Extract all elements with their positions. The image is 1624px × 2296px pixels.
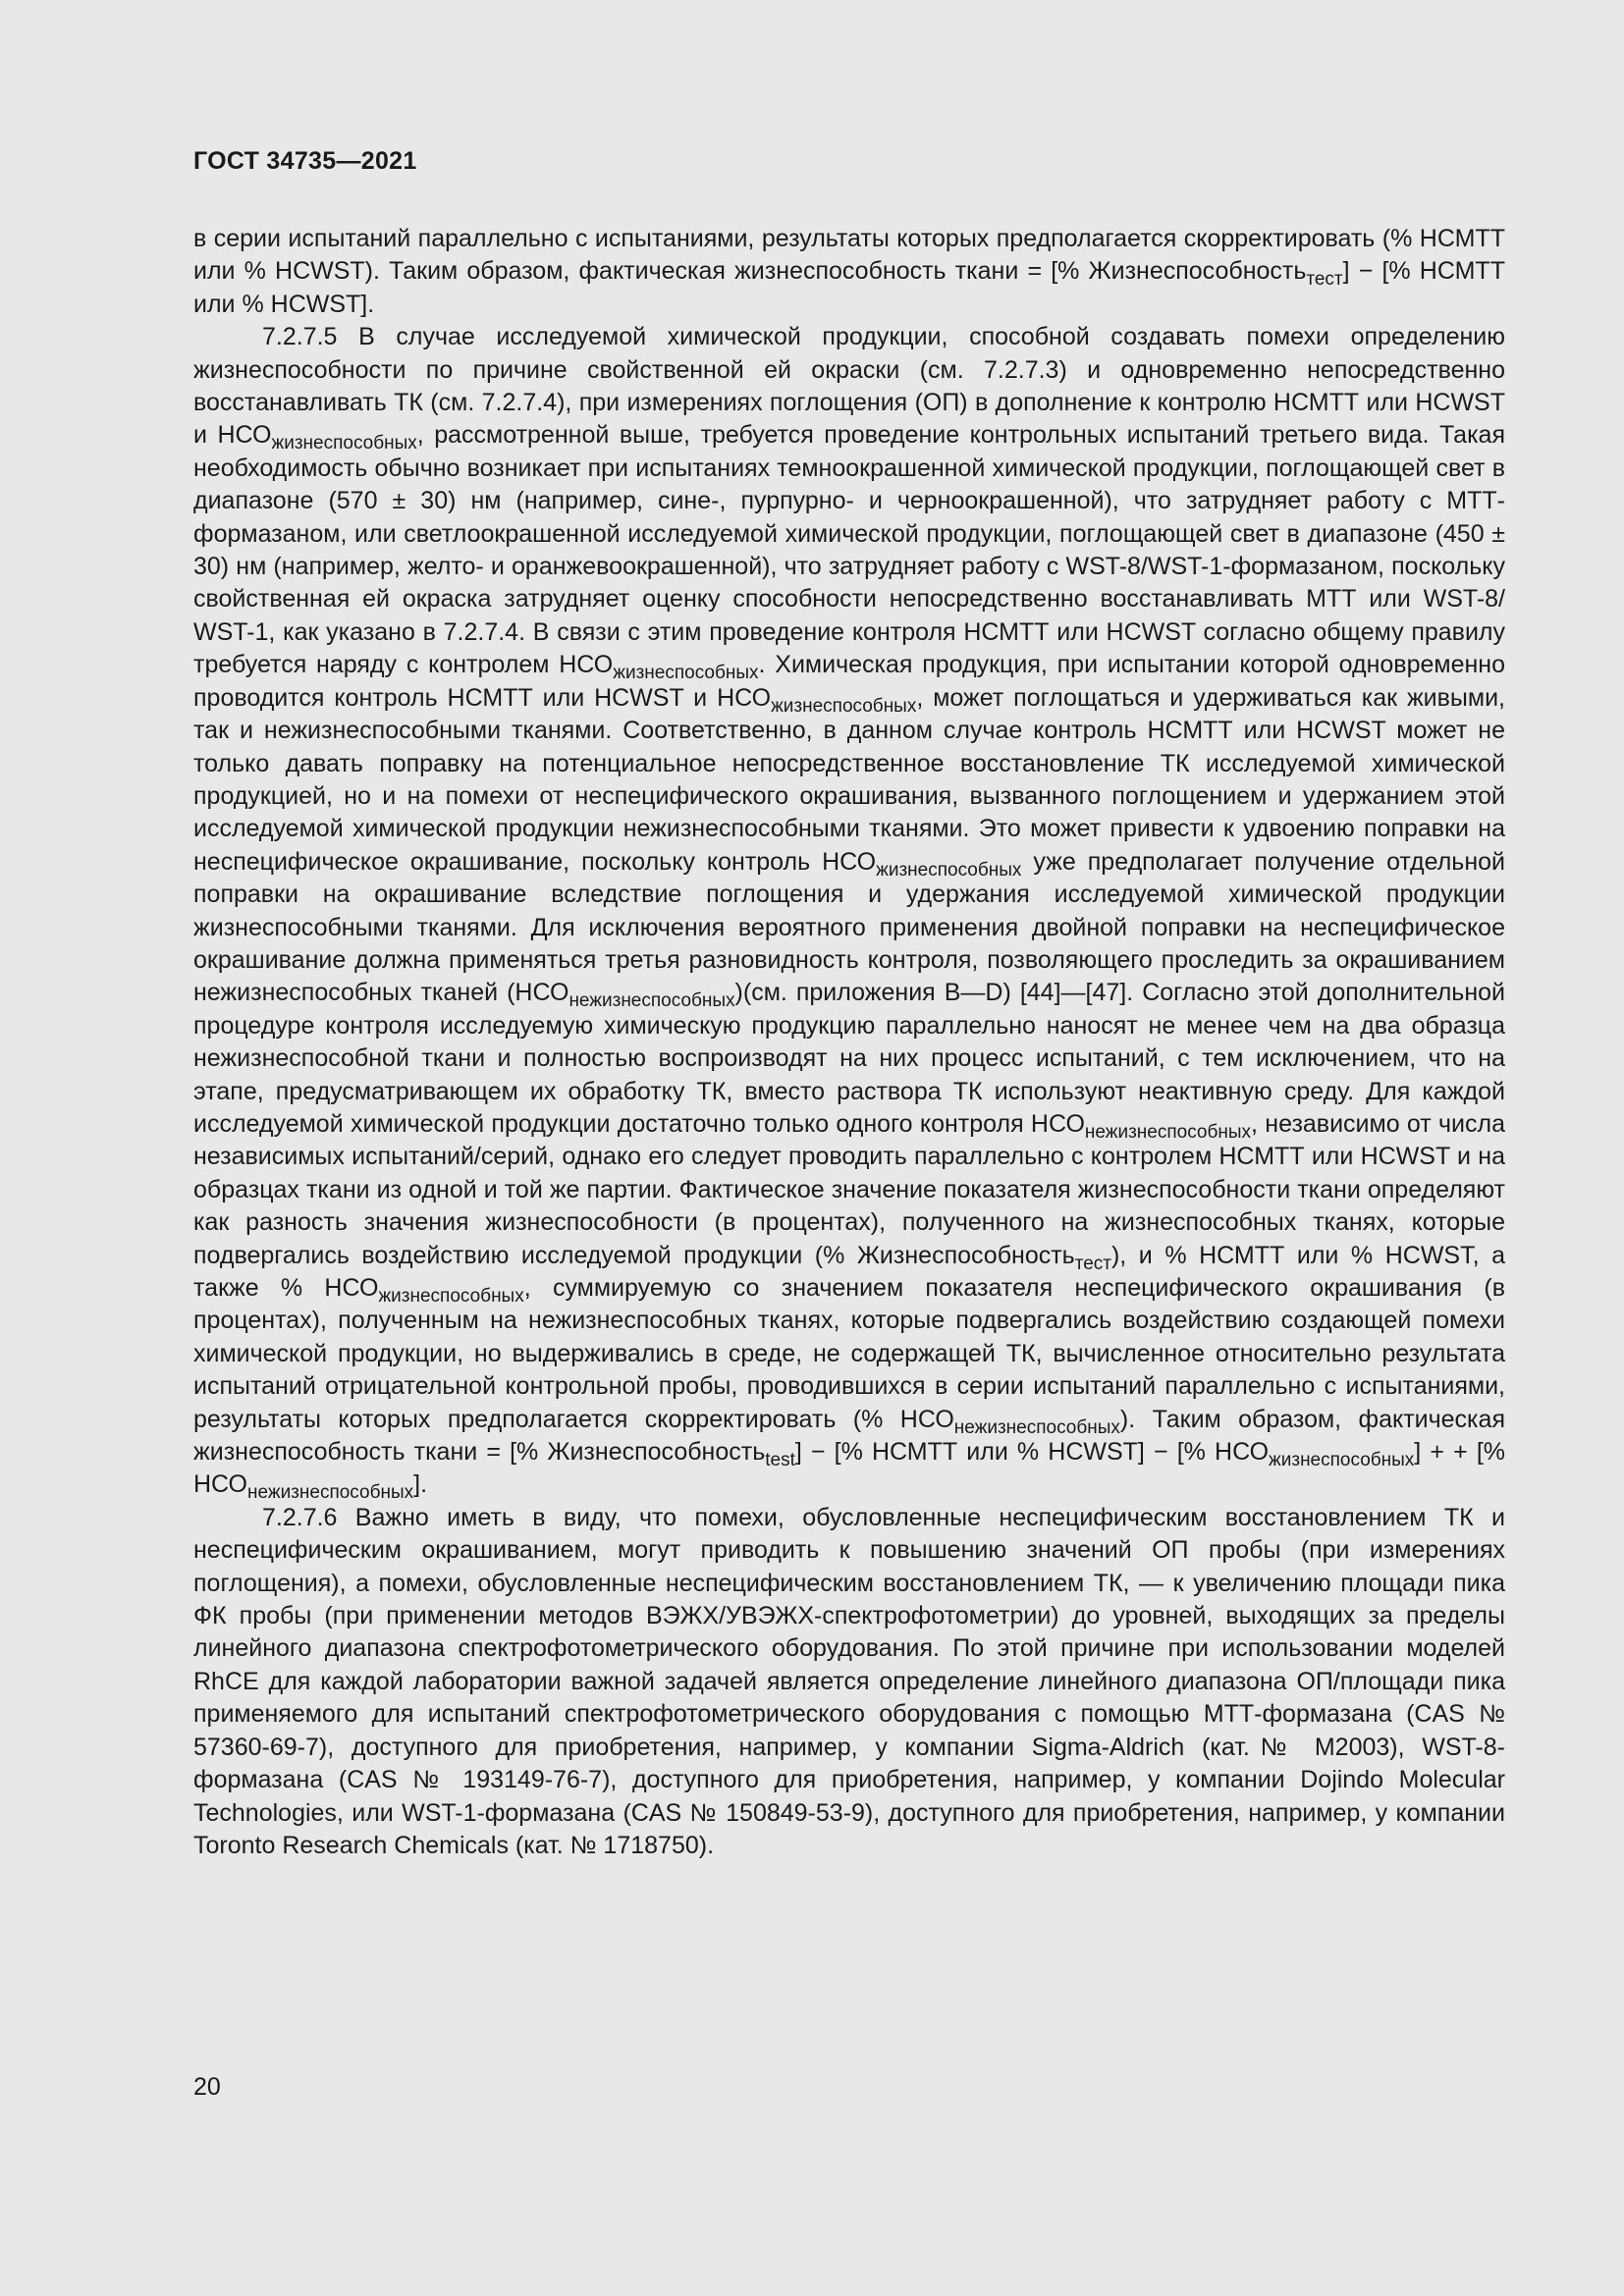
text-run: ), и % НСМТТ или % НСWST, а также % НСО bbox=[193, 1241, 1505, 1302]
text-run: , может поглощаться и удерживаться как живыми, так и нежизнеспособными тканями. Соответственно, в данном случае контроль НСМТТ или НСWST может не только давать поправку на потенциальное непосредственное восстановление ТК исследуемой химической продукцией, но и на помехи от неспецифического окрашивания, вызванного поглощением и удержанием этой исследуемой химической продукции нежизнеспособными тканями. Это может привести к удвоению поправки на неспецифическое окрашивание, поскольку контроль НСО bbox=[193, 683, 1505, 876]
text-run: , суммируемую со значением показателя неспецифического окрашивания (в процентах), полученным на нежизнеспособных тканях, которые подвергались воздействию создающей помехи химической продукции, но выдерживались в среде, не содержащей ТК, вычисленное относительно результата испытаний отрицательной контрольной пробы, проводившихся в серии испытаний параллельно с испытаниями, результаты которых предполагается скорректировать (% НСО bbox=[193, 1274, 1505, 1433]
document-header: ГОСТ 34735—2021 bbox=[193, 147, 417, 175]
subscript-text: нежизнеспособных bbox=[247, 1482, 414, 1504]
paragraph-7-2-7-5 bbox=[193, 321, 1505, 1502]
page-number: 20 bbox=[193, 2073, 221, 2101]
text-run: ] − [% НСМТТ или % НСWST]. bbox=[193, 257, 1505, 318]
document-body bbox=[193, 223, 1505, 1862]
subscript-text: нежизнеспособных bbox=[1084, 1121, 1252, 1143]
paragraph-7-2-7-6 bbox=[193, 1502, 1505, 1862]
text-run: )(см. приложения В—D) [44]—[47]. Согласно этой дополнительной процедуре контроля исследуемую химическую продукцию параллельно наносят не менее чем на два образца нежизнеспособной ткани и полностью воспроизводят на них процесс испытаний, с тем исключением, что на этапе, предусматривающем их обработку ТК, вместо раствора ТК используют неактивную среду. Для каждой исследуемой химической продукции достаточно только одного контроля НСО bbox=[193, 979, 1506, 1138]
text-run: ] + + [% НСО bbox=[193, 1438, 1505, 1499]
text-run: ] − [% НСМТТ или % НСWST] − [% НСО bbox=[794, 1438, 1270, 1467]
text-run: , независимо от числа независимых испытаний/серий, однако его следует проводить параллельно с контролем НСМТТ или НСWST и на образцах ткани из одной и той же партии. Фактическое значение показателя жизнеспособности ткани определяют как разность значения жизнеспособности (в процентах), полученного на жизнеспособных тканях, которые подвергались воздействию исследуемой продукции (% Жизнеспособность bbox=[193, 1109, 1505, 1269]
text-run: . Химическая продукция, при испытании которой одновременно проводится контроль НСМТТ или НСWST и НСО bbox=[193, 651, 1506, 712]
paragraph-0 bbox=[193, 223, 1505, 321]
text-run: уже предполагает получение отдельной поправки на окрашивание вследствие поглощения и удержания исследуемой химической продукции жизнеспособными тканями. Для исключения вероятного применения двойной поправки на неспецифическое окрашивание должна применяться третья разновидность контроля, позволяющего проследить за окрашиванием нежизнеспособных тканей (НСО bbox=[193, 847, 1505, 1007]
subscript-text: жизнеспособных bbox=[876, 859, 1022, 881]
subscript-text: жизнеспособных bbox=[771, 695, 917, 717]
text-run: ]. bbox=[413, 1470, 428, 1499]
text-run: 7.2.7.5 В случае исследуемой химической продукции, способной создавать помехи определению жизнеспособности по причине свойственной ей окраски (см. 7.2.7.3) и одновременно непосредственно восстанавливать ТК (см. 7.2.7.4), при измерениях поглощения (ОП) в дополнение к контролю НСМТТ или НСWST и НСО bbox=[193, 323, 1505, 450]
subscript-text: жизнеспособных bbox=[613, 663, 759, 684]
subscript-text: жизнеспособных bbox=[378, 1286, 524, 1307]
text-run: в серии испытаний параллельно с испытаниями, результаты которых предполагается скорректировать (% НСМТТ или % НСWST). Таким образом, фактическая жизнеспособность ткани = [% Жизнеспособность bbox=[193, 225, 1505, 286]
subscript-text: жизнеспособных bbox=[271, 433, 417, 454]
subscript-text: тест bbox=[1306, 269, 1343, 291]
subscript-text: test bbox=[765, 1450, 795, 1471]
text-run: , рассмотренной выше, требуется проведение контрольных испытаний третьего вида. Такая необходимость обычно возникает при испытаниях темноокрашенной химической продукции, поглощающей свет в диапазоне (570 ± 30) нм (например, сине-, пурпурно- и черноокрашенной), что затрудняет работу с МТТ-формазаном, или светлоокрашенной исследуемой химической продукции, поглощающей свет в диапазоне (450 ± 30) нм (например, желто- и оранжевоокрашенной), что затрудняет работу с WST-8/WST-1-формазаном, поскольку свойственная ей окраска затрудняет оценку способности непосредственно восстанавливать МТТ или WST-8/ WST-1, как указано в 7.2.7.4. В связи с этим проведение контроля НСМТТ или НСWST согласно общему правилу требуется наряду с контролем НСО bbox=[193, 421, 1506, 679]
text-run: 7.2.7.6 Важно иметь в виду, что помехи, обусловленные неспецифическим восстановлением ТК и неспецифическим окрашиванием, могут приводить к повышению значений ОП пробы (при измерениях поглощения), а помехи, обусловленные неспецифическим восстановлением ТК, — к увеличению площади пика ФК пробы (при применении методов ВЭЖХ/УВЭЖХ-спектрофотометрии) до уровней, выходящих за пределы линейного диапазона спектрофотометрического оборудования. По этой причине при использовании моделей RhCE для каждой лаборатории важной задачей является определение линейного диапазона ОП/площади пика применяемого для испытаний спектрофотометрического оборудования с помощью МТТ-формазана (CAS № 57360-69-7), доступного для приобретения, например, у компании Sigma-Aldrich (кат.№ М2003), WST-8-формазана (CAS № 193149-76-7), доступного для приобретения, например, у компании Dojindo Molecular Technologies, или WST-1-формазана (CAS № 150849-53-9), доступного для приобретения, например, у компании Toronto Research Chemicals (кат. № 1718750). bbox=[193, 1503, 1505, 1859]
subscript-text: тест bbox=[1074, 1253, 1111, 1274]
subscript-text: нежизнеспособных bbox=[568, 990, 735, 1012]
subscript-text: жизнеспособных bbox=[1269, 1450, 1415, 1471]
subscript-text: нежизнеспособных bbox=[953, 1416, 1120, 1438]
text-run: ). Таким образом, фактическая жизнеспособность ткани = [% Жизнеспособность bbox=[193, 1405, 1505, 1467]
